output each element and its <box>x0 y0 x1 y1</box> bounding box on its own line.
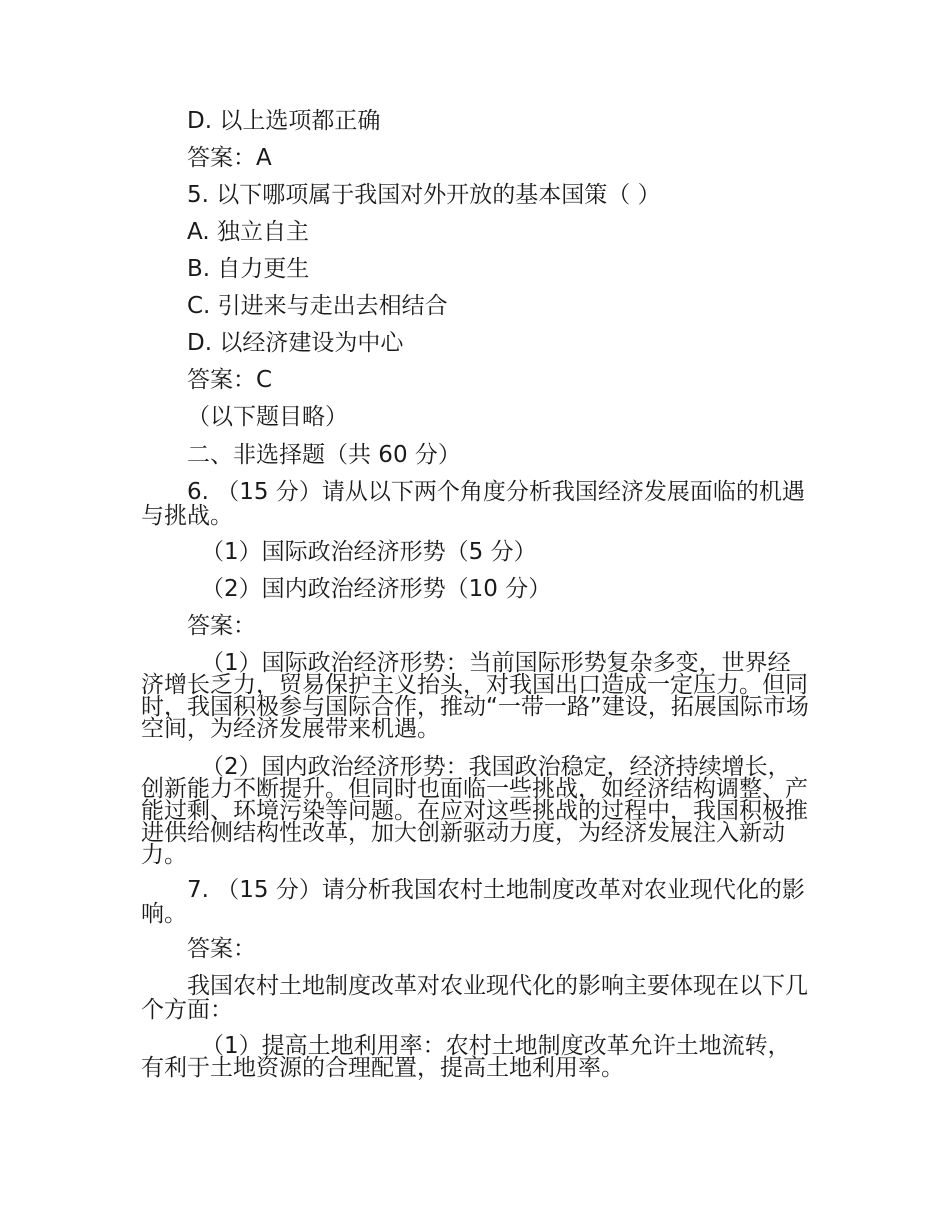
section-heading: 二、非选择题（共 60 分） <box>187 442 461 468</box>
option-d: D. 以上选项都正确 <box>187 108 381 134</box>
answer-paragraph-1: （1）国际政治经济形势：当前国际形势复杂多变，世界经济增长乏力，贸易保护主义抬头，对我国出口造成一定压力。但同时，我国积极参与国际合作，推动“一带一路”建设，拓展国际市场空间，为经济发展带来机遇。 <box>141 650 809 742</box>
question-5: 5. 以下哪项属于我国对外开放的基本国策（ ） <box>187 182 661 208</box>
answer-line: 答案：C <box>187 367 273 393</box>
omitted-note: （以下题目略） <box>187 404 348 430</box>
option-a: A. 独立自主 <box>187 219 309 245</box>
question-6: 6. （15 分）请从以下两个角度分析我国经济发展面临的机遇与挑战。 <box>141 479 805 529</box>
answer-line: 答案：A <box>187 145 272 171</box>
question-7: 7. （15 分）请分析我国农村土地制度改革对农业现代化的影响。 <box>141 877 805 927</box>
question-6-part-1: （1）国际政治经济形势（5 分） <box>201 539 537 565</box>
question-6-part-2: （2）国内政治经济形势（10 分） <box>201 576 552 602</box>
answer-paragraph: （1）提高土地利用率：农村土地制度改革允许土地流转，有利于土地资源的合理配置，提高土地利用率。 <box>141 1033 791 1081</box>
option-d: D. 以经济建设为中心 <box>187 330 404 356</box>
option-b: B. 自力更生 <box>187 256 310 282</box>
answer-intro: 我国农村土地制度改革对农业现代化的影响主要体现在以下几个方面： <box>141 973 808 1023</box>
option-c: C. 引进来与走出去相结合 <box>187 293 448 319</box>
answer-label: 答案： <box>187 613 256 639</box>
answer-paragraph-2: （2）国内政治经济形势：我国政治稳定，经济持续增长，创新能力不断提升。但同时也面临一些挑战，如经济结构调整、产能过剩、环境污染等问题。在应对这些挑战的过程中，我国积极推进供给侧结构性改革，加大创新驱动力度，为经济发展注入新动力。 <box>141 754 808 868</box>
answer-label: 答案： <box>187 936 256 962</box>
